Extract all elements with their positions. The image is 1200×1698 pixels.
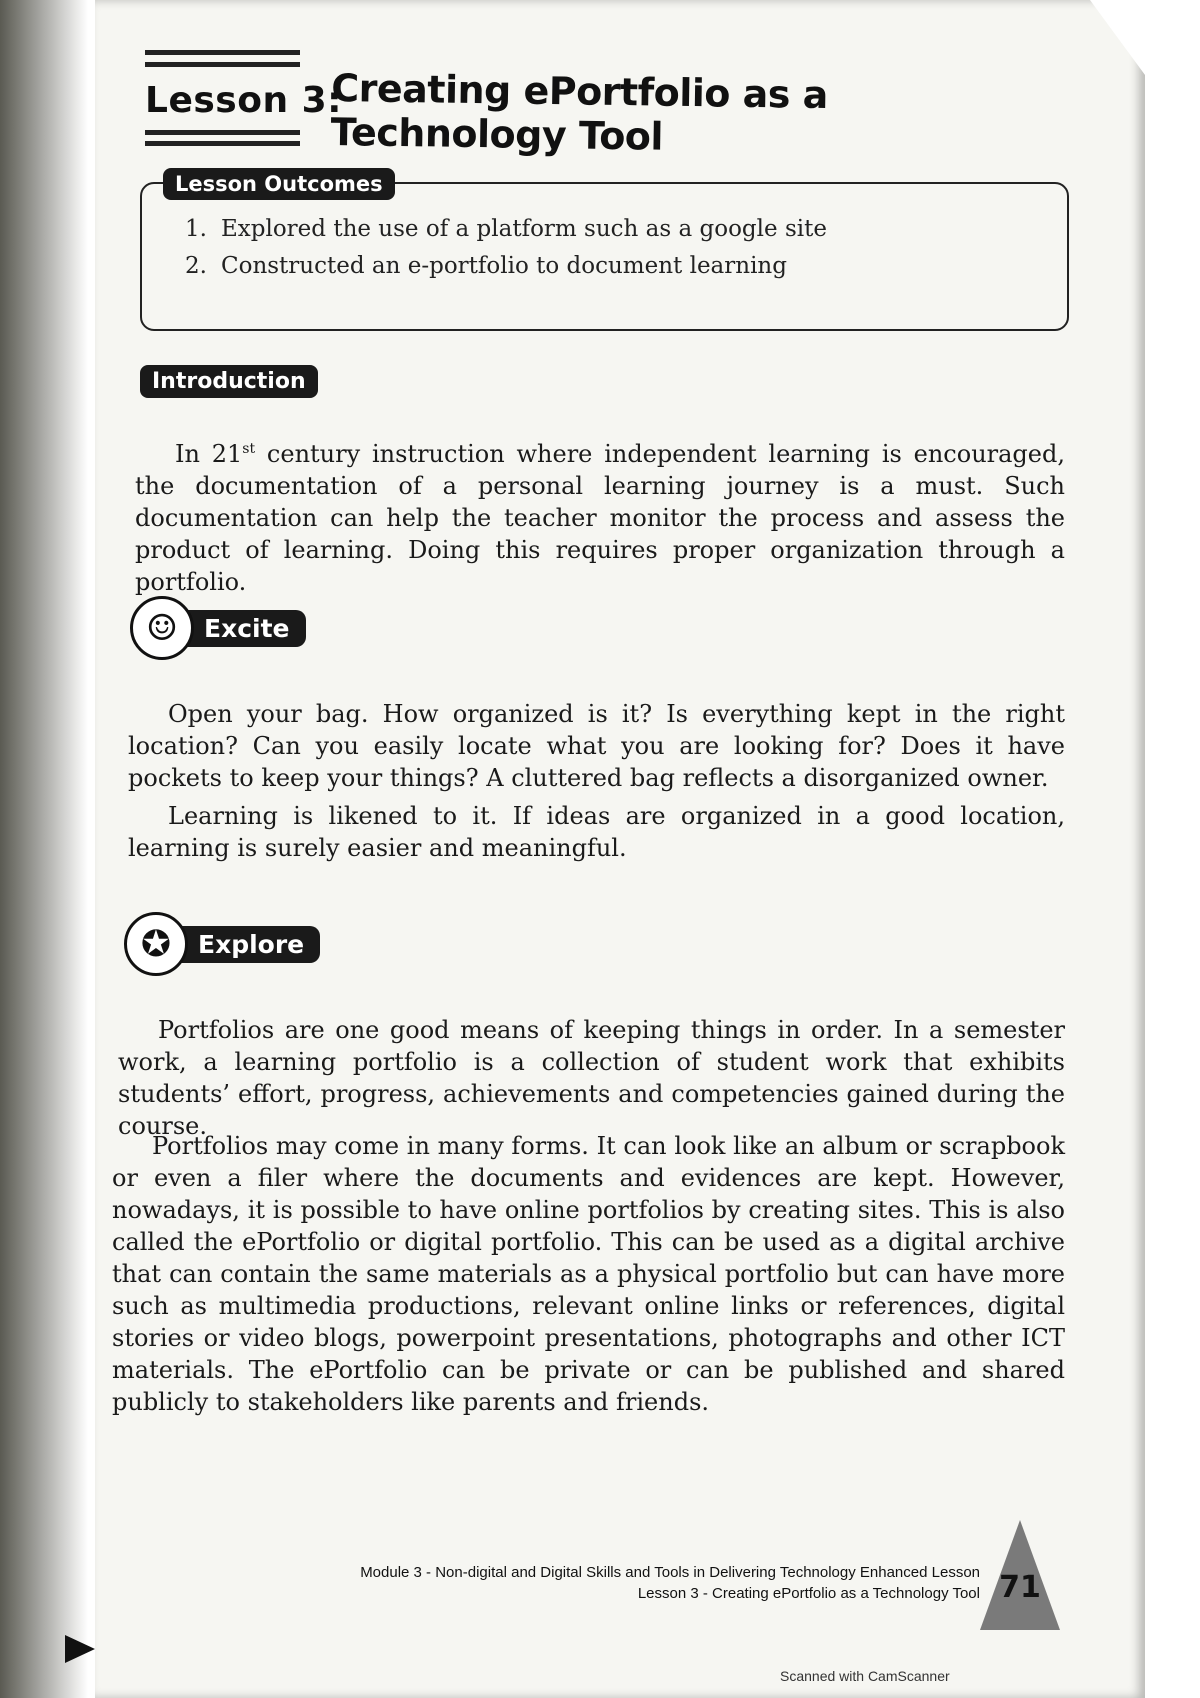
page-corner-mark [65, 1635, 95, 1663]
header-rule-top [145, 50, 300, 55]
ordinal-superscript: st [242, 441, 256, 457]
footer-lesson-line: Lesson 3 - Creating ePortfolio as a Technology Tool [637, 1585, 980, 1602]
page-binding-shadow [0, 0, 110, 1698]
lesson-header [145, 50, 1005, 159]
lesson-title: Creating ePortfolio as a Technology Tool [330, 66, 829, 159]
footer-module-line: Module 3 - Non-digital and Digital Skills and Tools in Delivering Technology Enhanced Lesson [360, 1564, 980, 1581]
lesson-number: Lesson 3: [145, 80, 343, 121]
header-rule-bottom [145, 130, 300, 135]
outcome-item [185, 216, 1005, 242]
outcome-text: Explored the use of a platform such as a google site [221, 216, 827, 242]
explore-paragraph: Portfolios may come in many forms. It can look like an album or scrapbook or even a filer where the documents and evidences are kept. However, nowadays, it is possible to have online portfolios by creating sites. This is also called the ePortfolio or digital portfolio. This can be used as a digital archive that can contain the same materials as a physical portfolio but can have more such as multimedia productions, relevant online links or references, digital stories or video blogs, powerpoint presentations, photographs and other ICT materials. The ePortfolio can be private or can be published and shared publicly to stakeholders like parents and friends. [112, 1132, 1065, 1416]
outcomes-heading: Lesson Outcomes [163, 168, 395, 200]
outcome-number: 1. [185, 216, 207, 242]
outcome-item [185, 253, 1005, 279]
outcome-text: Constructed an e-portfolio to document learning [221, 253, 787, 279]
excite-paragraph: Open your bag. How organized is it? Is everything kept in the right location? Can you easily locate what you are looking for? Does it have pockets to keep your things? A cluttered bag reflects a disorganized owner. [128, 700, 1065, 792]
introduction-paragraph [135, 433, 1065, 598]
header-rule-top-2 [145, 62, 300, 67]
outcomes-list [185, 216, 1005, 290]
scanner-watermark: Scanned with CamScanner [780, 1668, 950, 1684]
explore-paragraph: Portfolios are one good means of keeping things in order. In a semester work, a learning portfolio is a collection of student work that exhibits students’ effort, progress, achievements and competencies gained during the course. [118, 1016, 1065, 1140]
intro-text-start: In 21 [175, 440, 243, 468]
page-footer [360, 1562, 980, 1604]
page-number-badge [980, 1520, 1060, 1630]
page-corner-fold [1090, 0, 1200, 150]
page-number: 71 [999, 1570, 1041, 1605]
excite-paragraph: Learning is likened to it. If ideas are organized in a good location, learning is surely easier and meaningful. [128, 802, 1065, 862]
excite-section-heading [130, 596, 306, 660]
excite-heading: Excite [180, 610, 306, 647]
header-rule-bottom-2 [145, 141, 300, 146]
introduction-heading: Introduction [140, 365, 318, 398]
intro-text-rest: century instruction where independent learning is encouraged, the documentation of a personal learning journey is a must. Such documentation can help the teacher monitor the process and assess the product of learning. Doing this requires proper organization through a portfolio. [135, 440, 1065, 596]
outcome-number: 2. [185, 253, 207, 279]
dancing-figure-icon: ☺ [130, 596, 194, 660]
explore-section-heading [124, 912, 320, 976]
explore-heading: Explore [174, 926, 320, 963]
explorer-figure-icon: ✪ [124, 912, 188, 976]
